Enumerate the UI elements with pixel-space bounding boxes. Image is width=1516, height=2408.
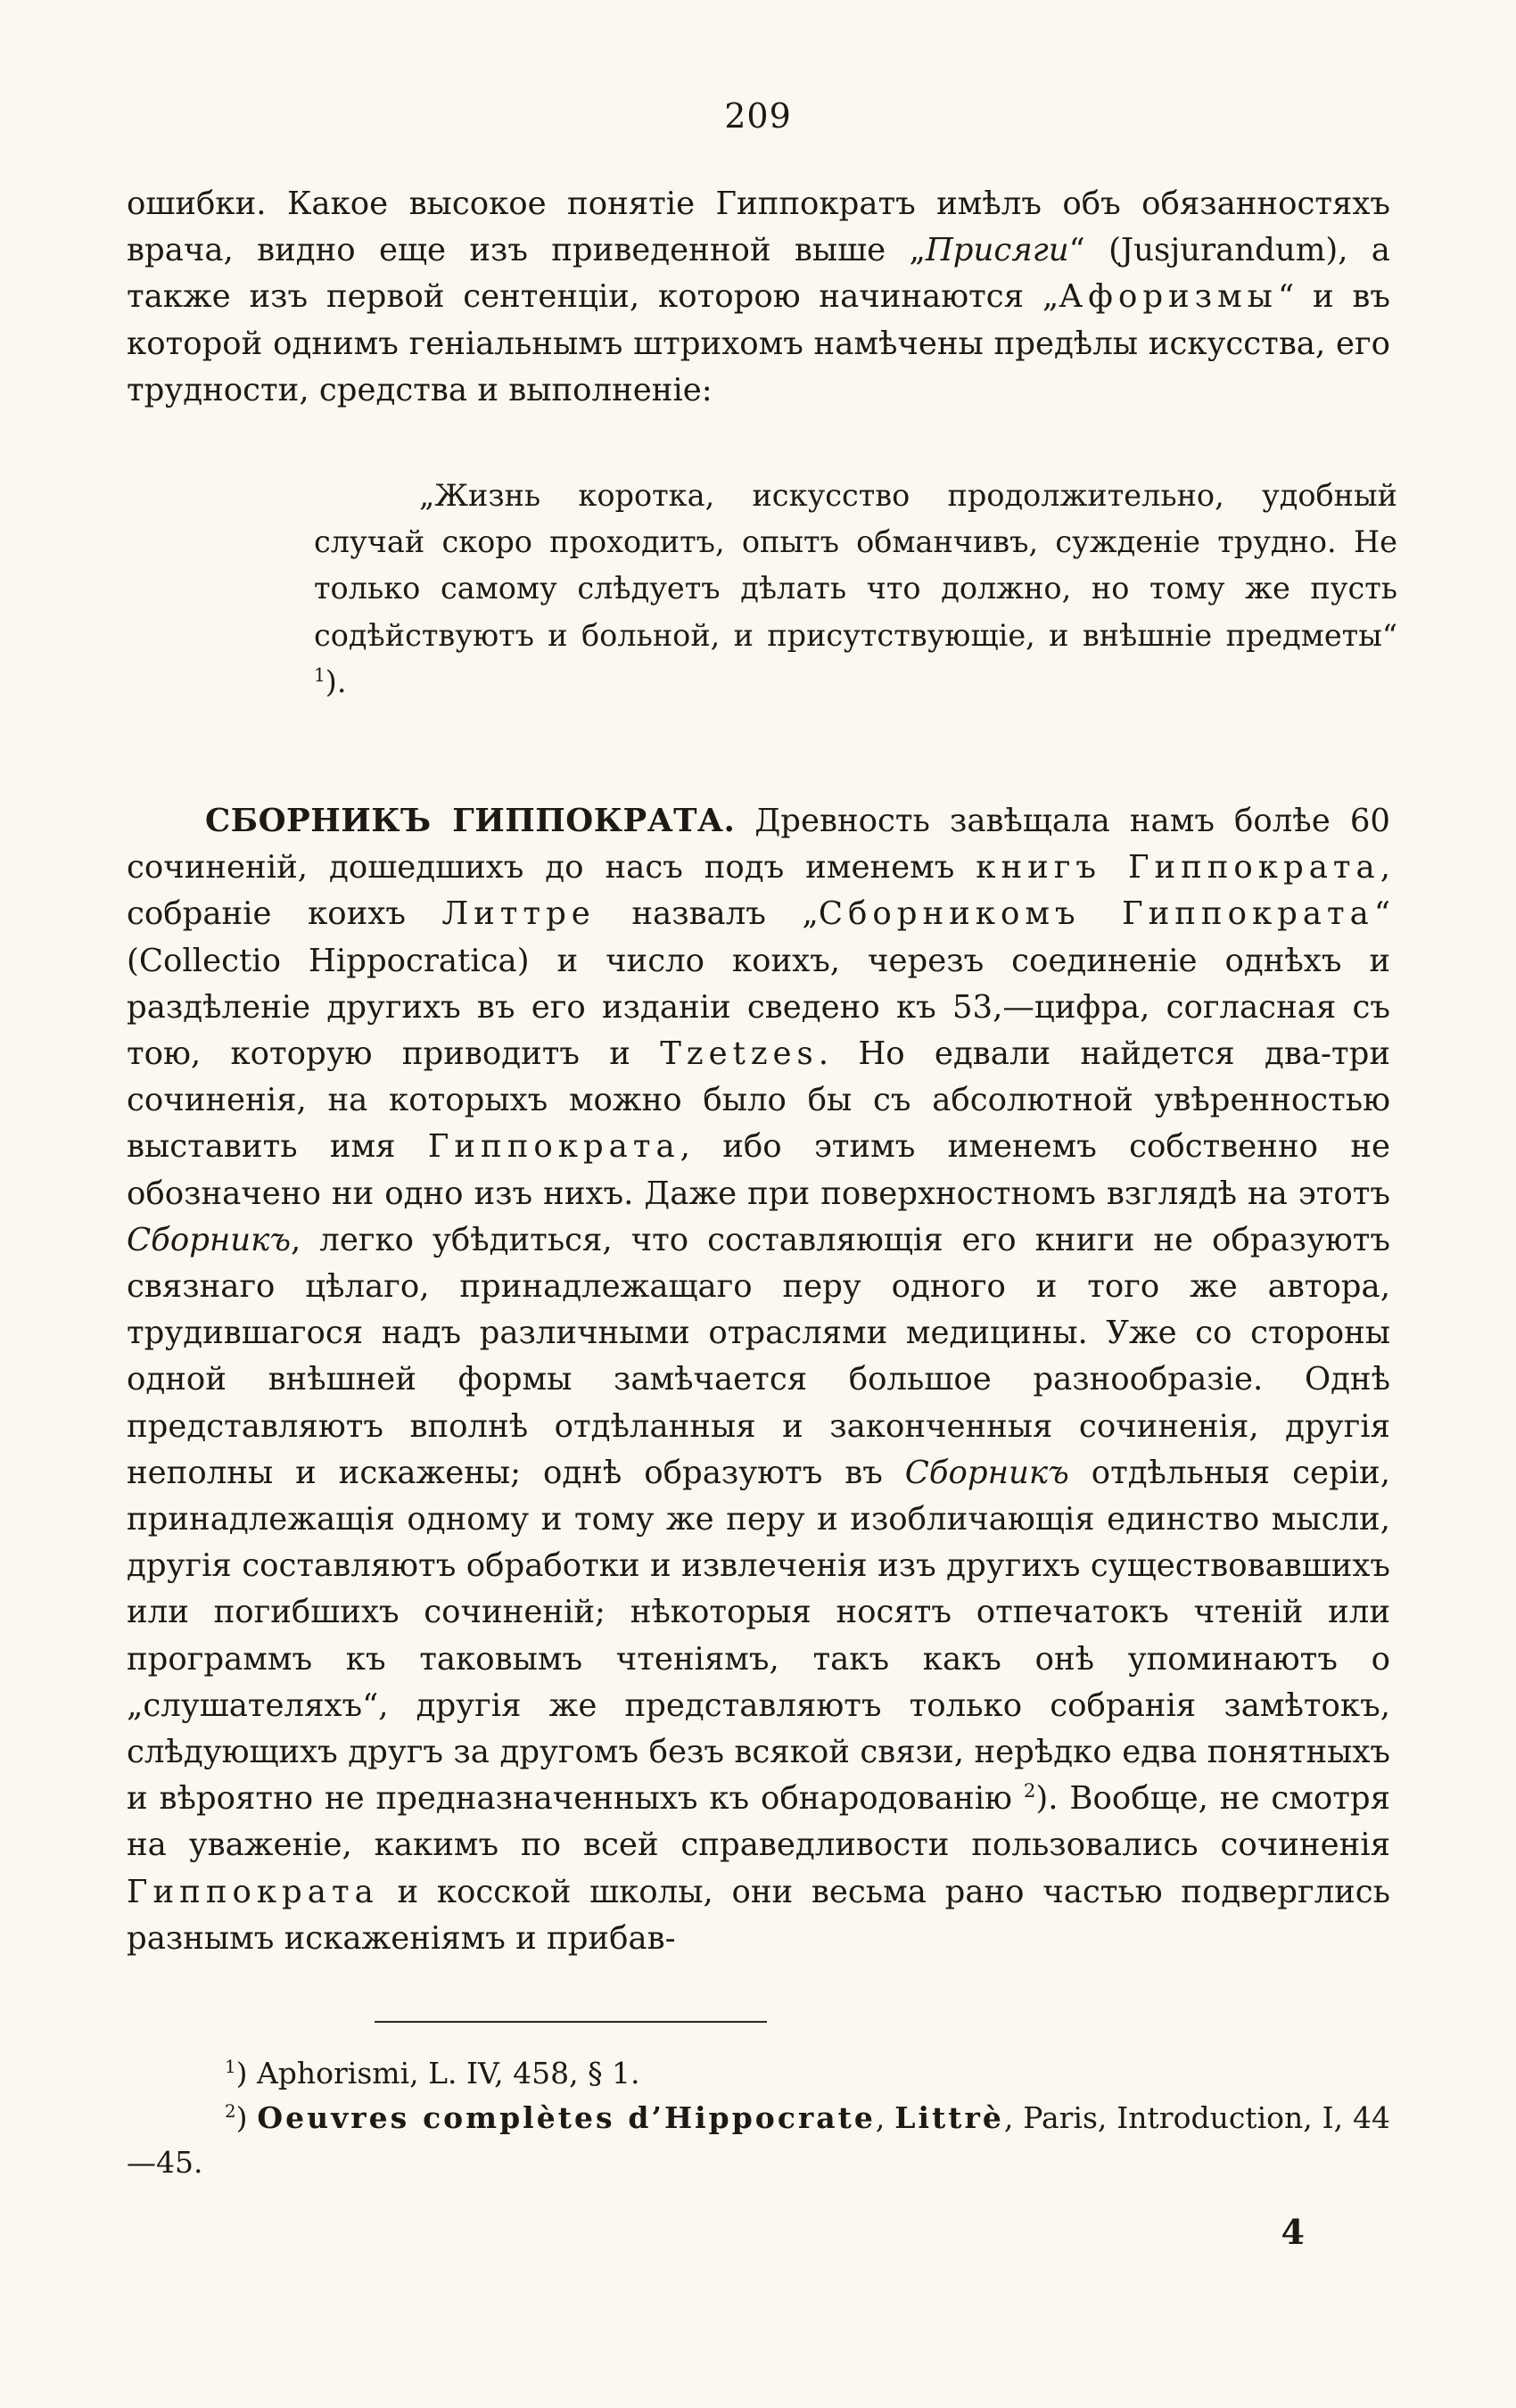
main-italic: Сборникъ <box>127 1221 292 1258</box>
intro-quote-open: „ <box>909 232 926 269</box>
intro-paragraph <box>127 181 1390 414</box>
footnote-1-text: ) Aphorismi, L. IV, 458, § 1. <box>235 2056 640 2091</box>
section-heading: СБОРНИКЪ ГИППОКРАТА. <box>205 803 736 839</box>
footnote-2 <box>127 2096 1390 2185</box>
intro-text: “ (Jusjurandum), а также изъ первой сентенціи, которою начинаются „ <box>127 232 1390 316</box>
main-spaced: Литтре <box>441 895 596 933</box>
footnote-2-text: ) <box>235 2100 258 2135</box>
footnote-2-mark: 2 <box>225 2101 236 2122</box>
main-spaced: Гиппократа <box>427 1128 680 1166</box>
main-spaced: Tzetzes <box>660 1035 819 1073</box>
main-spaced: Сборникомъ Гиппократа <box>818 895 1374 933</box>
intro-oath-title: Присяги <box>925 232 1069 269</box>
main-text: ). Вообще, не смотря на уваженіе, какимъ по всей справедливости пользовались сочиненія <box>127 1780 1390 1864</box>
main-text: , ибо этимъ именемъ собственно не обозначено ни одно изъ нихъ. Даже при поверхностномъ взглядѣ на этотъ <box>127 1128 1391 1212</box>
main-paragraph <box>127 798 1390 1962</box>
main-text: , собраніе коихъ <box>127 849 1390 933</box>
main-text: Древность завѣщала намъ болѣе 60 сочиненій, дошедшихъ до насъ подъ именемъ <box>127 803 1390 887</box>
footnote-ref-1: 1 <box>314 664 325 686</box>
main-spaced: Гиппократа <box>127 1873 379 1910</box>
intro-text: ошибки. Какое высокое понятіе Гиппократъ имѣлъ объ обязанностяхъ врача, видно еще изъ приведенной выше <box>127 186 1390 269</box>
footnote-ref-2: 2 <box>1023 1780 1036 1803</box>
footnote-divider <box>375 2021 767 2023</box>
main-text: , легко убѣдиться, что составляющія его книги не образуютъ связнаго цѣлаго, принадлежащаго перу одного и того же автора, трудившагося надъ различными отраслями медицины. Уже со стороны одной внѣшней формы замѣчается большое разнообразіе. Однѣ представляютъ вполнѣ отдѣланныя и законченныя сочиненія, другія неполны и искажены; однѣ образуютъ въ <box>127 1221 1390 1491</box>
footnote-1 <box>127 2051 1390 2096</box>
quote-text: „Жизнь коротка, искусство продолжительно, удобный случай скоро проходитъ, опытъ обманчивъ, сужденіе трудно. Не только самому слѣдуетъ дѣлать что должно, но тому же пусть содѣйствуютъ и больной, и присутствующіе, и внѣшніе предметы“ <box>314 478 1397 653</box>
intro-aphorisms-title: Афоризмы <box>1059 278 1278 316</box>
main-text: назвалъ „ <box>595 895 819 933</box>
footnote-2-text: , <box>875 2100 895 2135</box>
main-text: отдѣльныя серіи, принадлежащія одному и тому же перу и изобличающія единство мысли, другія составляютъ обработки и извлеченія изъ другихъ существовавшихъ или погибшихъ сочиненій; нѣкоторыя носятъ отпечатокъ чтеній или программъ къ таковымъ чтеніямъ, такъ какъ онѣ упоминаютъ о „слушателяхъ“, другія же представляютъ только собранія замѣтокъ, слѣдующихъ другъ за другомъ безъ всякой связи, нерѣдко едва понятныхъ и вѣроятно не предназначенныхъ къ обнародованію <box>127 1454 1390 1818</box>
footnotes <box>127 2051 1390 2185</box>
main-text: . Но едвали найдется два-три сочиненія, на которыхъ можно было бы съ абсолютной увѣренностью выставить имя <box>127 1035 1390 1166</box>
footnote-2-author: Littrè <box>894 2100 1004 2135</box>
main-text: и косской школы, они весьма рано частью подверглись разнымъ искаженіямъ и прибав- <box>127 1873 1390 1957</box>
page-number: 209 <box>724 96 792 136</box>
intro-text: “ и въ которой однимъ геніальнымъ штрихомъ намѣчены предѣлы искусства, его трудности, средства и выполненіе: <box>127 278 1391 408</box>
main-text: “ (Collectio Hippocratica) и число коихъ, черезъ соединеніе однѣхъ и раздѣленіе другихъ въ его изданіи сведено къ 53,—цифра, согласная съ тою, которую приводитъ и <box>127 895 1390 1073</box>
quote-end: ). <box>325 664 347 699</box>
signature-mark: 4 <box>1281 2212 1305 2252</box>
main-spaced: книгъ Гиппократа <box>976 849 1380 887</box>
footnote-1-mark: 1 <box>225 2057 236 2077</box>
footnote-2-title: Oeuvres complètes d’Hippocrate <box>257 2100 876 2135</box>
footnote-2-text: , Paris, Introduction, I, 44—45. <box>127 2100 1390 2180</box>
aphorism-quote <box>314 473 1397 705</box>
main-italic: Сборникъ <box>904 1454 1069 1491</box>
